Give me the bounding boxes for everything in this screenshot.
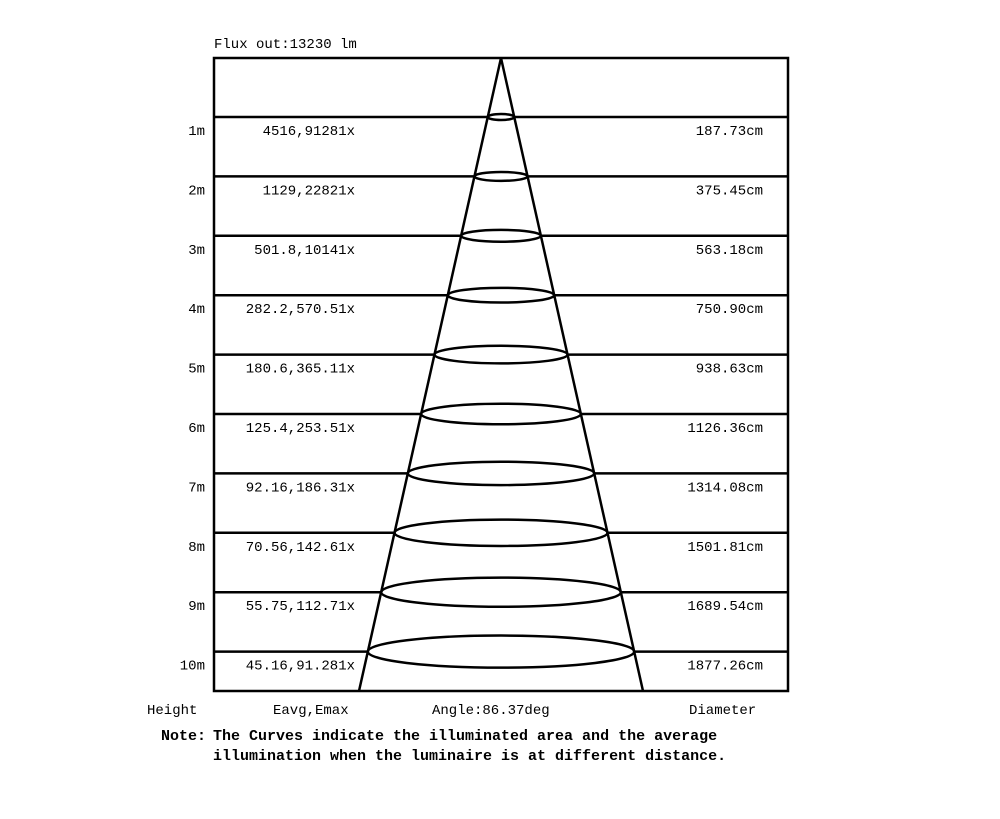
- beam-ellipse: [434, 346, 567, 364]
- beam-angle-label: Angle:86.37deg: [432, 703, 550, 719]
- beam-ellipse: [488, 114, 514, 120]
- row-diameter: 1689.54cm: [687, 599, 763, 616]
- row-height-label: 10m: [179, 658, 205, 675]
- note-label: Note:: [161, 728, 207, 745]
- note-line-2: illumination when the luminaire is at different distance.: [213, 748, 727, 765]
- row-height-label: 6m: [188, 421, 205, 437]
- beam-ellipse: [474, 172, 527, 181]
- beam-cone: [359, 58, 643, 691]
- row-illuminance: 45.16,91.281x: [245, 658, 355, 675]
- row-illuminance: 180.6,365.11x: [245, 361, 355, 378]
- diameter-column-label: Diameter: [689, 703, 757, 719]
- note: [161, 727, 726, 767]
- beam-ellipse: [408, 462, 594, 485]
- beam-ellipse: [448, 288, 554, 303]
- beam-ellipse: [461, 230, 541, 242]
- beam-ellipse: [368, 636, 634, 668]
- row-diameter: 375.45cm: [695, 183, 763, 200]
- row-height-label: 3m: [188, 242, 205, 259]
- row-diameter: 1314.08cm: [687, 480, 763, 497]
- row-height-label: 1m: [188, 124, 205, 140]
- row-illuminance: 92.16,186.31x: [245, 480, 355, 497]
- row-illuminance: 282.2,570.51x: [245, 302, 355, 319]
- beam-ellipse: [381, 578, 621, 607]
- eavg-emax-column-label: Eavg,Emax: [273, 703, 349, 719]
- row-height-label: 7m: [188, 480, 205, 497]
- beam-ellipse: [394, 520, 607, 546]
- flux-label: Flux out:13230 lm: [214, 37, 357, 53]
- row-diameter: 1126.36cm: [687, 421, 763, 437]
- row-illuminance: 125.4,253.51x: [245, 421, 355, 437]
- row-illuminance: 70.56,142.61x: [245, 539, 355, 556]
- row-diameter: 187.73cm: [695, 124, 763, 140]
- note-line-1: The Curves indicate the illuminated area and the average: [213, 728, 718, 745]
- row-diameter: 563.18cm: [695, 242, 763, 259]
- row-height-label: 5m: [188, 361, 205, 378]
- row-diameter: 1501.81cm: [687, 539, 763, 556]
- row-height-label: 8m: [188, 539, 205, 556]
- row-diameter: 1877.26cm: [687, 658, 763, 675]
- row-illuminance: 501.8,10141x: [254, 242, 355, 259]
- row-height-label: 4m: [188, 302, 205, 319]
- row-diameter: 938.63cm: [695, 361, 763, 378]
- row-illuminance: 4516,91281x: [262, 124, 355, 140]
- row-height-label: 2m: [188, 183, 205, 200]
- height-column-label: Height: [147, 703, 198, 719]
- row-diameter: 750.90cm: [695, 302, 763, 319]
- beam-ellipse: [421, 404, 581, 425]
- row-illuminance: 55.75,112.71x: [245, 599, 355, 616]
- row-illuminance: 1129,22821x: [262, 183, 355, 200]
- row-height-label: 9m: [188, 599, 205, 616]
